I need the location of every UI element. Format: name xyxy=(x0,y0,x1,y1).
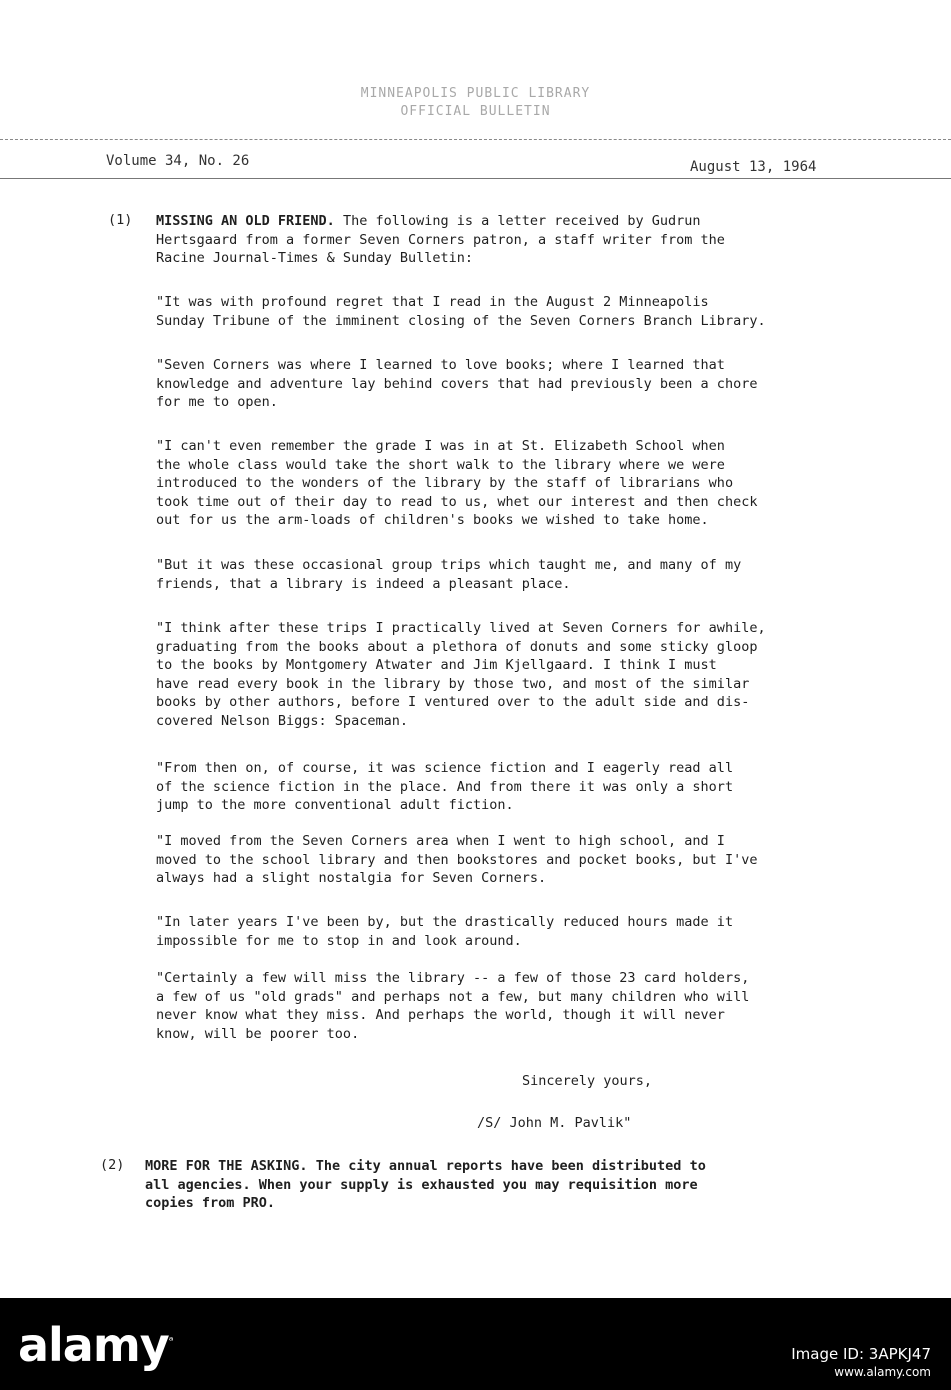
stock-image-id: Image ID: 3APKJ47 xyxy=(791,1345,931,1363)
stock-url: www.alamy.com xyxy=(834,1365,931,1379)
header-rule-bottom xyxy=(0,178,951,179)
letter-paragraph: "Seven Corners was where I learned to love books; where I learned that knowledge and adventure lay behind covers that had previously been a chore for me to open. xyxy=(156,357,758,410)
volume-number: Volume 34, No. 26 xyxy=(106,153,250,169)
letter-paragraph: "But it was these occasional group trips which taught me, and many of my friends, that a library is indeed a pleasant place. xyxy=(156,557,742,592)
item-2-heading: MORE FOR THE ASKING. xyxy=(145,1158,308,1174)
letter-paragraph: "I moved from the Seven Corners area when I went to high school, and I moved to the school library and then bookstores and pocket books, but I've always had a slight nostalgia for Seven Corners. xyxy=(156,833,758,886)
letter-paragraph: "In later years I've been by, but the drastically reduced hours made it impossible for me to stop in and look around. xyxy=(156,914,734,949)
letter-signature: /S/ John M. Pavlik" xyxy=(477,1115,632,1131)
letter-paragraph: "It was with profound regret that I read in the August 2 Minneapolis Sunday Tribune of the imminent closing of the Seven Corners Branch Library. xyxy=(156,294,766,329)
letter-paragraph: "From then on, of course, it was science fiction and I eagerly read all of the science fiction in the place. And from there it was only a short jump to the more conventional adult fiction. xyxy=(156,760,734,813)
item-number-2: (2) xyxy=(100,1157,125,1173)
letter-paragraph: "I can't even remember the grade I was in at St. Elizabeth School when the whole class would take the short walk to the library where we were introduced to the wonders of the library by the staff of librarians who took time out of their day to read to us, whet our interest and then check out for us the arm-loads of children's books we wished to take home. xyxy=(156,438,758,528)
item-2-body: The city annual reports have been distributed to all agencies. When your supply is exhausted you may requisition more copies from PRO. xyxy=(145,1158,706,1211)
letter-paragraph: "I think after these trips I practically lived at Seven Corners for awhile, graduating from the books about a plethora of donuts and some sticky gloop to the books by Montgomery Atwater and Jim Kjellgaard. I think I must have read every book in the library by those two, and most of the similar books by other authors, before I ventured over to the adult side and dis- covered Nelson Biggs: Spaceman. xyxy=(156,620,766,729)
item-number-1: (1) xyxy=(108,212,133,228)
item-1-intro xyxy=(156,212,876,268)
masthead-subtitle: OFFICIAL BULLETIN xyxy=(400,104,551,119)
letter-closing: Sincerely yours, xyxy=(522,1073,653,1089)
trademark-mark: ᵃ xyxy=(168,1333,173,1348)
bulletin-date: August 13, 1964 xyxy=(690,159,817,175)
header-rule-top xyxy=(0,139,951,140)
stock-logo-text: alamy xyxy=(18,1318,169,1372)
letter-paragraph: "Certainly a few will miss the library -- a few of those 23 card holders, a few of us "old grads" and perhaps not a few, but many children who will never know what they miss. And perhaps the world, though it will never know, will be poorer too. xyxy=(156,970,750,1042)
stock-logo xyxy=(18,1318,172,1372)
item-1-intro-text: The following is a letter received by Gudrun Hertsgaard from a former Seven Corners patron, a staff writer from the Racine Journal-Times & Sunday Bulletin: xyxy=(156,213,725,266)
masthead-title: MINNEAPOLIS PUBLIC LIBRARY xyxy=(360,86,591,101)
item-2-text xyxy=(145,1157,865,1213)
item-1-heading: MISSING AN OLD FRIEND. xyxy=(156,213,335,229)
